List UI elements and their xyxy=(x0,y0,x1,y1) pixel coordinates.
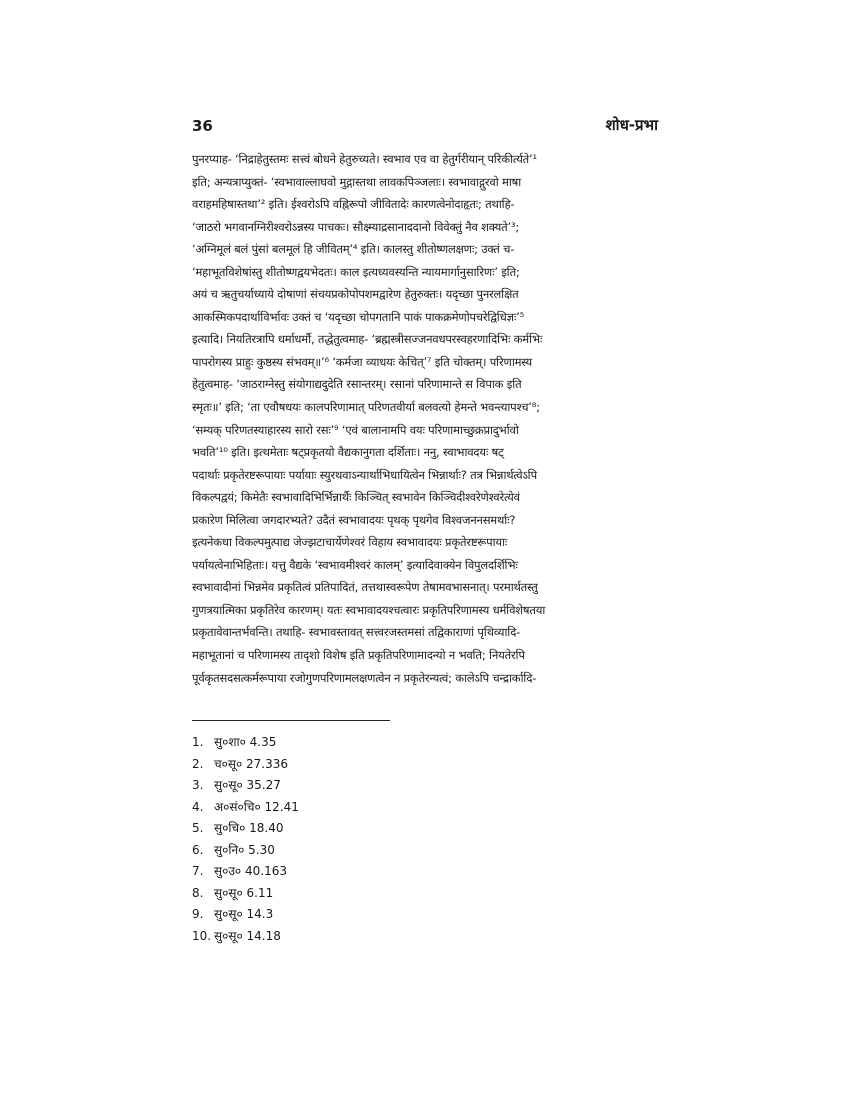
body-line: गुणत्रयात्मिका प्रकृतिरेव कारणम्। यतः स्वभावादयश्चत्वारः प्रकृतिपरिणामस्य धर्मविशेषतया xyxy=(192,602,546,617)
footnote-item xyxy=(192,732,299,754)
footnote-item xyxy=(192,797,299,819)
footnote-reference: अ०सं०चि० 12.41 xyxy=(214,799,299,814)
body-line: पूर्वकृतसदसत्कर्मरूपाया रजोगुणपरिणामलक्षणत्वेन न प्रकृतेरन्यत्वं; कालेऽपि चन्द्रार्कादि- xyxy=(192,670,537,685)
footnote-number: 9. xyxy=(192,907,204,921)
footnote-number: 1. xyxy=(192,735,204,749)
body-line: इत्यनेकधा विकल्पमुत्पाद्य जेज्झटाचार्येणेश्वरं विहाय स्वभावादयः प्रकृतेरष्टरूपायाः xyxy=(192,535,508,550)
body-line: भवति’¹⁰ इति। इत्थमेताः षट्प्रकृतयो वैद्यकानुगता दर्शिताः। ननु, स्वाभावदयः षट् xyxy=(192,445,504,460)
footnote-item xyxy=(192,840,299,862)
footnote-number: 4. xyxy=(192,799,204,814)
body-text xyxy=(192,148,658,689)
footnotes xyxy=(192,732,299,947)
footnote-item xyxy=(192,818,299,840)
footnote-item xyxy=(192,926,299,948)
footnote-reference: सु०सू० 6.11 xyxy=(214,885,274,900)
footnote-item xyxy=(192,883,299,905)
footnote-number: 10. xyxy=(192,928,212,943)
footnote-number: 6. xyxy=(192,842,204,857)
body-line: पर्यायत्वेनाभिहिताः। यत्तु वैद्यके ‘स्वभावमीश्वरं कालम्’ इत्यादिवाक्येन विपुलदर्शिभिः xyxy=(192,557,518,572)
body-line: प्रकारेण मिलित्वा जगदारभ्यते? उदैतं स्वभावादयः पृथक् पृथगेव विश्वजननसमर्थाः? xyxy=(192,512,516,527)
footnote-reference: सु०शा० 4.35 xyxy=(214,735,277,749)
footnote-reference: सु०सू० 14.3 xyxy=(214,907,274,921)
footnote-reference: सु०सू० 35.27 xyxy=(214,778,281,792)
body-line: हेतुत्वमाह- ‘जाठराग्नेस्तु संयोगाद्यदुदेति रसान्तरम्। रसानां परिणामान्ते स विपाक इति xyxy=(192,377,522,392)
footnote-divider xyxy=(192,720,390,721)
body-line: इति; अन्यत्राप्युक्तं- ‘स्वभावाल्लाघवो मुद्गास्तथा लावकपिञ्जलाः। स्वभावाद्गुरवो माषा xyxy=(192,174,522,189)
footnote-number: 8. xyxy=(192,885,204,900)
body-line: ‘महाभूतविशेषांस्तु शीतोष्णद्वयभेदतः। काल इत्यध्यवस्यन्ति न्यायमार्गानुसारिणः’ इति; xyxy=(192,264,520,279)
body-line: इत्यादि। नियतिरत्रापि धर्माधर्मौ, तद्धेतुत्वमाह- ‘ब्रह्मस्त्रीसज्जनवधपरस्वहरणादिभिः कर्मभिः xyxy=(192,332,543,347)
footnote-item xyxy=(192,775,299,797)
footnote-reference: सु०सू० 14.18 xyxy=(214,928,281,943)
page-number: 36 xyxy=(192,117,213,135)
body-line: ‘अग्निमूलं बलं पुंसां बलमूलं हि जीवितम्’⁴ इति। कालस्तु शीतोष्णलक्षणः; उक्तं च- xyxy=(192,242,515,257)
body-line: ‘सम्यक् परिणतस्याहारस्य सारो रसः’⁹ ‘एवं बालानामपि वयः परिणामाच्छुक्रप्रादुर्भावो xyxy=(192,422,519,437)
footnote-item xyxy=(192,904,299,926)
footnote-number: 2. xyxy=(192,756,204,771)
body-line: पापरोगस्य प्राहुः कुष्ठस्य संभवम्॥’⁶ ‘कर्मजा व्याधयः केचित्’⁷ इति चोक्तम्। परिणामस्य xyxy=(192,354,533,369)
footnote-number: 3. xyxy=(192,778,204,792)
running-head: शोध-प्रभा xyxy=(605,116,658,134)
body-line: वराहमहिषास्तथा’² इति। ईश्वरोऽपि वह्निरूपो जीवितादेः कारणत्वेनोदाहृतः; तथाहि- xyxy=(192,197,515,212)
footnote-reference: सु०चि० 18.40 xyxy=(214,821,284,835)
body-line: पुनरप्याह- ‘निद्राहेतुस्तमः सत्त्वं बोधने हेतुरुच्यते। स्वभाव एव वा हेतुर्गरीयान् परिकीर्त्यते’¹ xyxy=(192,152,537,166)
body-line: अयं च ऋतुचर्याध्याये दोषाणां संचयप्रकोपोपशमद्वारेण हेतुरुक्तः। यदृच्छा पुनरलक्षित xyxy=(192,287,519,302)
footnote-number: 7. xyxy=(192,864,204,878)
body-line: महाभूतानां च परिणामस्य तादृशो विशेष इति प्रकृतिपरिणामादन्यो न भवति; नियतेरपि xyxy=(192,648,525,663)
body-line: ‘जाठरो भगवानग्निरीश्वरोऽन्नस्य पाचकः। सौक्ष्म्याद्रसानाददानो विवेक्तुं नैव शक्यते’³; xyxy=(192,219,520,234)
body-line: स्मृतः॥’ इति; ‘ता एवौषधयः कालपरिणामात् परिणतवीर्या बलवत्यो हेमन्ते भवन्त्यापश्च’⁸; xyxy=(192,400,540,415)
footnote-number: 5. xyxy=(192,821,204,835)
footnote-item xyxy=(192,754,299,776)
footnote-reference: च०सू० 27.336 xyxy=(214,756,289,771)
body-line: विकल्पद्वयं; किमेतैः स्वभावादिभिर्भिन्नार्थैः किञ्चित् स्वभावेन किञ्चिदीश्वरेणेश्वरेत्येवं xyxy=(192,490,520,505)
footnote-reference: सु०नि० 5.30 xyxy=(214,842,275,857)
body-line: पदार्थाः प्रकृतेरष्टरूपायाः पर्यायाः स्युरथवाऽन्यार्थाभिधायित्वेन भिन्नार्थाः? तत्र भिन्नार्थत्वेऽपि xyxy=(192,467,537,482)
footnote-reference: सु०उ० 40.163 xyxy=(214,864,287,878)
footnote-item xyxy=(192,861,299,883)
body-line: आकस्मिकपदार्थाविर्भावः उक्तं च ‘यदृच्छा चोपगतानि पाकं पाकक्रमेणोपचरेद्विधिज्ञः’⁵ xyxy=(192,309,525,324)
body-line: स्वभावादीनां भिन्नमेव प्रकृतित्वं प्रतिपादितं, तत्तथास्वरूपेण तेषामवभासनात्। परमार्थतस्तु xyxy=(192,580,538,595)
body-line: प्रकृतावेवान्तर्भवन्ति। तथाहि- स्वभावस्तावत् सत्त्वरजस्तमसां तद्विकाराणां पृथिव्यादि- xyxy=(192,625,521,640)
